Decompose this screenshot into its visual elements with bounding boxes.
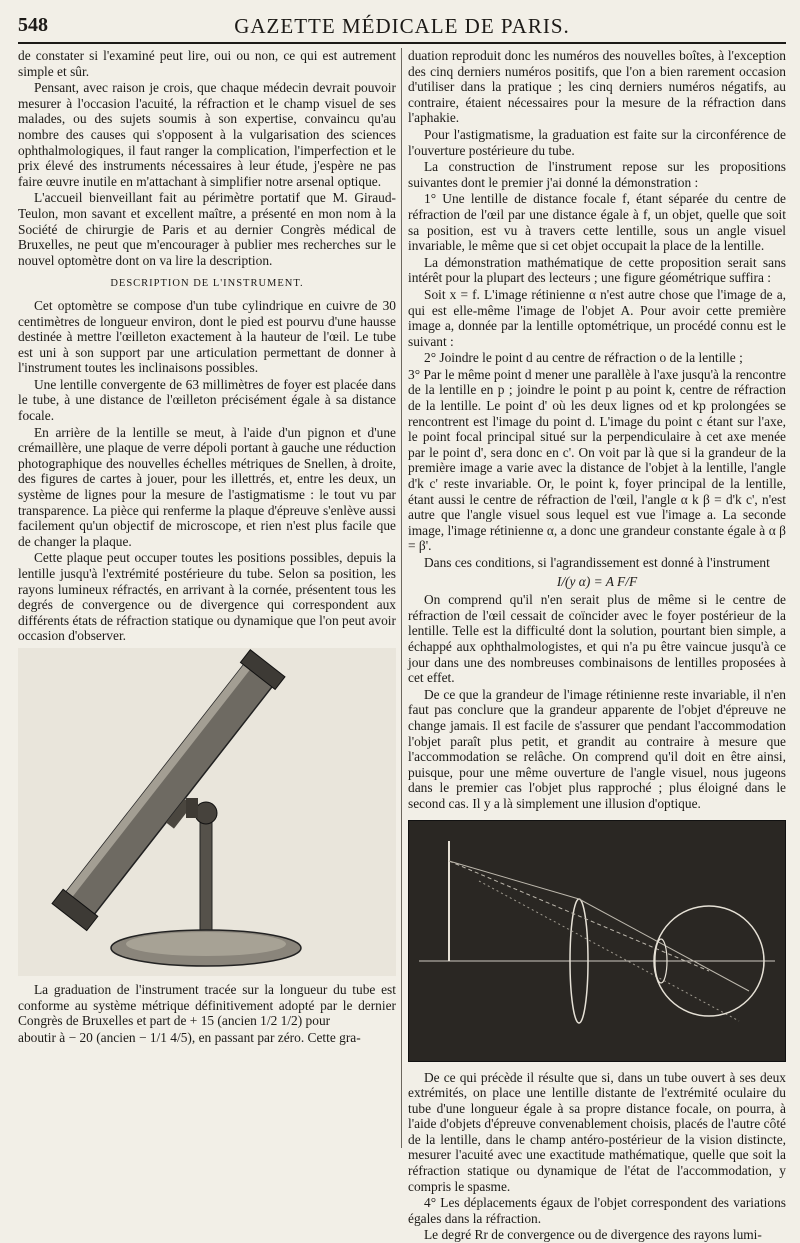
paragraph: On comprend qu'il n'en serait plus de même si le centre de réfraction de l'œil cessait de coïncider avec le foyer postérieur de la lentille. Telle est la difficulté dont la solution, pourtant bien simple, a échappé aux ophthalmologistes, et qui n'a pu être vaincue jusqu'à ce jour dans une des nombreuses combinaisons de lentilles proposées à cet effet. — [408, 592, 786, 686]
paragraph: de constater si l'examiné peut lire, oui ou non, ce qui est autrement simple et sûr. — [18, 48, 396, 79]
left-column — [18, 48, 396, 1148]
paragraph: En arrière de la lentille se meut, à l'aide d'un pignon et d'une crémaillère, une plaque de verre dépoli portant à gauche une réduction photographique des nouvelles échelles métriques de Snellen, à droite, des figures de cartes à jouer, pour les illettrés, et, entre les deux, un système de lignes pour la mesure de l'astigmatisme : le tout vu par transparence. La pièce qui renferme la plaque d'épreuve s'enlève aussi facilement qu'un objectif de microscope, et rien n'est plus facile que de changer la plaque. — [18, 424, 396, 549]
paragraph: Soit x = f. L'image rétinienne α n'est autre chose que l'image de a, qui est elle-même l'image de l'objet A. Pour avoir cette première image a, donnée par la lentille optométrique, un procédé connu est le suivant : — [408, 286, 786, 349]
paragraph: De ce que la grandeur de l'image rétinienne reste invariable, il n'en faut pas conclure que la grandeur apparente de l'objet d'épreuve ne change jamais. Il est facile de s'assurer que pendant l'accommodation l'objet paraît plus petit, et grandit au contraire à mesure que l'accommodation se relâche. On comprend qu'il doit en être ainsi, puisque, pour une même ouverture de l'angle visuel, nous jugeons dans le premier cas l'objet plus rapproché ; plus éloigné dans le second cas. Il y a là simplement une illusion d'optique. — [408, 686, 786, 811]
paragraph: 4° Les déplacements égaux de l'objet correspondent des variations égales dans la réfraction. — [408, 1195, 786, 1226]
paragraph: Pensant, avec raison je crois, que chaque médecin devrait pouvoir mesurer à l'occasion l'acuité, la réfraction et le champ visuel de ses malades, ou des sujets soumis à son expertise, convaincu qu'au nombre des causes qui s'opposent à la vulgarisation des sciences ophthalmologiques, il faut ranger la complication, l'imperfection et le prix élevé des instruments nécessaires à leur étude, j'espère ne pas faire œuvre inutile en m'attachant à simplifier notre arsenal optique. — [18, 80, 396, 189]
paragraph: La démonstration mathématique de cette proposition serait sans intérêt pour la plupart des lecteurs ; une figure géométrique suffira : — [408, 254, 786, 286]
paragraph: La construction de l'instrument repose sur les propositions suivantes dont le premier j'ai donné la démonstration : — [408, 159, 786, 190]
right-column — [408, 48, 786, 1243]
paragraph: Le degré Rr de convergence ou de divergence des rayons lumi- — [424, 1227, 762, 1243]
optics-figure — [408, 820, 786, 1062]
section-title: DESCRIPTION DE L'INSTRUMENT. — [110, 278, 304, 290]
paragraph: La graduation de l'instrument tracée sur la longueur du tube est conforme au système métrique définitivement adopté par le dernier Congrès de Bruxelles et part de + 15 (ancien 1/2 1/2) pour — [18, 981, 396, 1029]
paragraph: De ce qui précède il résulte que si, dans un tube ouvert à ses deux extrémités, on place une lentille distante de l'extrémité oculaire du tube d'une longueur égale à sa propre distance focale, on pourra, à l'aide d'objets d'épreuve convenablement choisis, placés de l'autre côté de la lentille, dans le champ antéro-postérieur de la vision distincte, mesurer l'acuité avec une exactitude mathématique, quelle que soit la réfraction statique ou dynamique de l'état de l'accommodation, y compris le spasme. — [408, 1069, 786, 1194]
paragraph: 1° Une lentille de distance focale f, étant séparée du centre de réfraction de l'œil par une distance égale à f, un objet, quelle que soit sa position, est vu à travers cette lentille, sous un angle visuel invariable, le même que si cet objet occupait la place de la lentille. — [408, 191, 786, 254]
page-header — [18, 14, 786, 44]
page-number: 548 — [18, 14, 48, 36]
paragraph: duation reproduit donc les numéros des nouvelles boîtes, à l'exception des cinq derniers numéros positifs, que l'on a bien rarement occasion d'utiliser dans la pratique ; les cinq derniers numéros négatifs, au contraire, étaient nécessaires pour la mesure de la réfraction dans l'aphakie. — [408, 48, 786, 126]
paragraph: Dans ces conditions, si l'agrandissement est donné à l'instrument — [424, 555, 770, 570]
paragraph: L'accueil bienveillant fait au périmètre portatif que M. Giraud-Teulon, mon savant et excellent maître, a présenté en mon nom à la Société de chirurgie de Paris et au dernier Congrès médical de Bruxelles, ne peut que m'encourager à publier mes recherches sur le nouvel optomètre dont on va lire la description. — [18, 190, 396, 268]
journal-title: GAZETTE MÉDICALE DE PARIS. — [234, 14, 570, 38]
paragraph: Cette plaque peut occuper toutes les positions possibles, depuis la lentille jusqu'à l'extrémité postérieure du tube. Selon sa position, les rayons lumineux réfractés, en arrivant à la cornée, présentent tous les degrés de convergence ou de divergence qui correspondent aux différents états de réfraction statique ou dynamique que l'on peut avoir occasion d'observer. — [18, 550, 396, 644]
ray-diagram — [409, 821, 785, 1059]
paragraph: Pour l'astigmatisme, la graduation est faite sur la circonférence de l'ouverture postérieure du tube. — [408, 126, 786, 158]
paragraph: Une lentille convergente de 63 millimètres de foyer est placée dans le tube, à une distance de l'œilleton précisément égale à sa distance focale. — [18, 376, 396, 424]
paragraph: aboutir à − 20 (ancien − 1/1 4/5), en passant par zéro. Cette gra- — [18, 1029, 361, 1045]
formula: I/(y α) = A F/F — [556, 573, 638, 589]
optometer-drawing — [18, 648, 396, 976]
paragraph: 2° Joindre le point d au centre de réfraction o de la lentille ; — [424, 350, 743, 366]
column-divider — [401, 48, 402, 1148]
paragraph: Cet optomètre se compose d'un tube cylindrique en cuivre de 30 centimètres de longueur environ, dont le pied est pourvu d'une hausse destinée à mettre l'œilleton exactement à la hauteur de l'œil. Le tube est uni à son support par une articulation permettant de donner à l'instrument toutes les inclinaisons possibles. — [18, 297, 396, 376]
optometer-illustration — [18, 648, 396, 976]
paragraph: 3° Par le même point d mener une parallèle à l'axe jusqu'à la rencontre de la lentille en p ; joindre le point p au point k, centre de réfraction de la lentille. Le point d' où les deux lignes od et kp prolongées se rencontrent est l'image du point d. L'image du point c étant sur l'axe, le point focal principal situé sur la perpendiculaire à cet axe menée par le point d', sera donc en c'. On voit par là que si la grandeur de la première image a varie avec la distance de l'objet à la lentille, l'angle d'k c' reste invariable. Or, le point k, foyer principal de la lentille, étant aussi le centre de réfraction de l'œil, l'angle α k β = d'k c', n'est autre que l'angle visuel sous lequel est vue l'image a. La seconde image, l'image rétinienne α, a donc une grandeur constante égale à α β = β'. — [408, 366, 786, 554]
